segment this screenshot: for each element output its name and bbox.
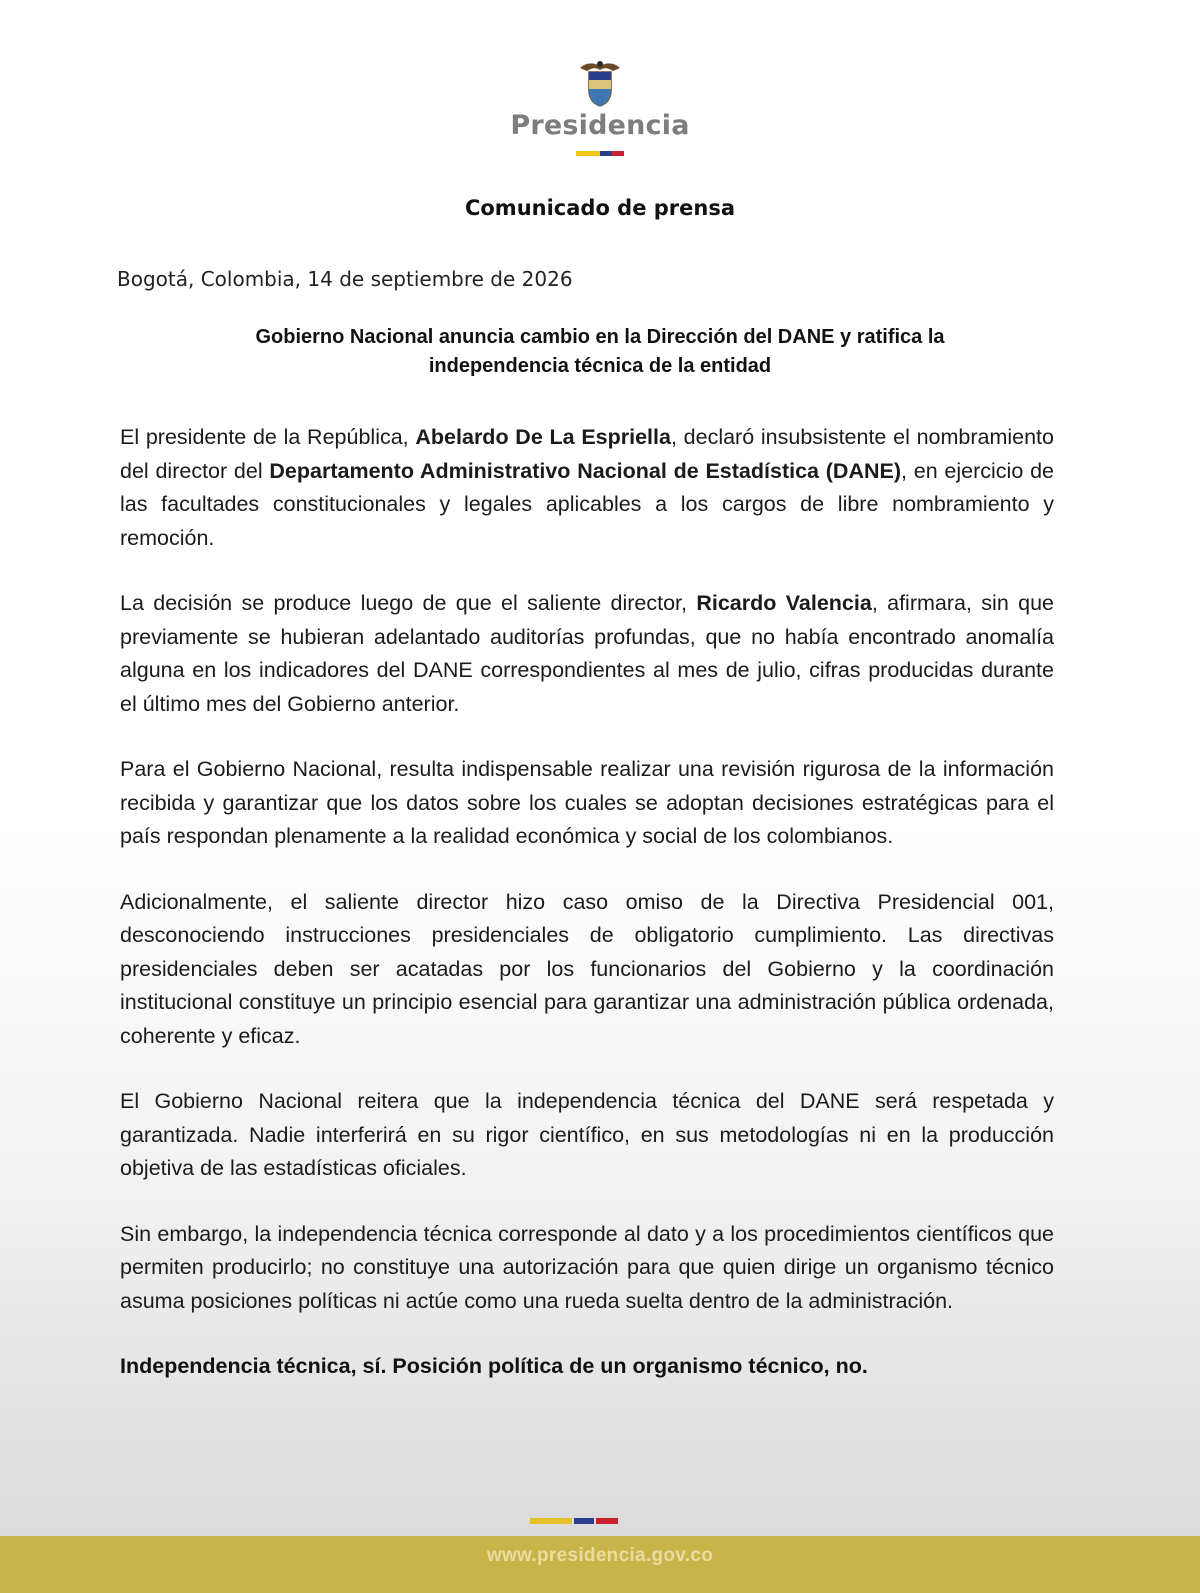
- agency-name: Departamento Administrativo Nacional de Estadística (DANE): [269, 458, 901, 483]
- paragraph-5: El Gobierno Nacional reitera que la independencia técnica del DANE será respetada y garantizada. Nadie interferirá en su rigor científico, en sus metodologías ni en la producción objetiva de las estadísticas oficiales.: [120, 1089, 1054, 1180]
- paragraph-4: Adicionalmente, el saliente director hizo caso omiso de la Directiva Presidencial 001, desconociendo instrucciones presidenciales de obligatorio cumplimiento. Las directivas presidenciales deben ser acatadas por los funcionarios del Gobierno y la coordinación institucional constituye un principio esencial para garantizar una administración pública ordenada, coherente y eficaz.: [120, 889, 1054, 1048]
- paragraph-6: Sin embargo, la independencia técnica corresponde al dato y a los procedimientos científicos que permiten producirlo; no constituye una autorización para que quien dirige un organismo técnico asuma posiciones políticas ni actúe como una rueda suelta dentro de la administración.: [120, 1221, 1054, 1313]
- paragraph-2-text-a: La decisión se produce luego de que el saliente director,: [120, 591, 697, 615]
- paragraph-3: Para el Gobierno Nacional, resulta indispensable realizar una revisión rigurosa de la información recibida y garantizar que los datos sobre los cuales se adoptan decisiones estratégicas para el país respondan plenamente a la realidad económica y social de los colombianos.: [120, 757, 1054, 848]
- paragraph-1-text-a: El presidente de la República,: [120, 425, 416, 449]
- paragraph-2: [120, 587, 1054, 721]
- paragraph-1-text-e: , en ejercicio de las facultades constitucionales y legales aplicables a los cargos de libre nombramiento y remoción.: [120, 458, 1054, 550]
- headline: [160, 323, 1040, 381]
- paragraph-2-text-c: , afirmara, sin que previamente se hubieran adelantado auditorías profundas, que no había encontrado anomalía alguna en los indicadores del DANE correspondientes al mes de julio, cifras producidas durante el último mes del Gobierno anterior.: [120, 591, 1054, 716]
- president-name: Abelardo De La Espriella: [415, 425, 671, 449]
- headline-line-1: Gobierno Nacional anuncia cambio en la Dirección del DANE y ratifica la: [255, 326, 945, 348]
- headline-line-2: independencia técnica de la entidad: [428, 355, 772, 377]
- press-release-body: [120, 421, 1054, 1384]
- paragraph-1: [120, 421, 1054, 555]
- coat-of-arms-icon: [577, 58, 623, 108]
- brand-name: Presidencia: [510, 110, 690, 141]
- header-logo: [0, 58, 1200, 156]
- footer-url-link[interactable]: www.presidencia.gov.co: [486, 1545, 714, 1566]
- director-name: Ricardo Valencia: [696, 591, 872, 615]
- page-title: Comunicado de prensa: [464, 196, 736, 220]
- dateline: Bogotá, Colombia, 14 de septiembre de 2026: [117, 267, 573, 291]
- paragraph-1-text-c: , declaró insubsistente el nombramiento del director del: [120, 425, 1054, 483]
- footer-flag-stripe-icon: [530, 1518, 618, 1524]
- flag-stripe-icon: [576, 151, 624, 156]
- closing-statement: Independencia técnica, sí. Posición política de un organismo técnico, no.: [120, 1354, 868, 1378]
